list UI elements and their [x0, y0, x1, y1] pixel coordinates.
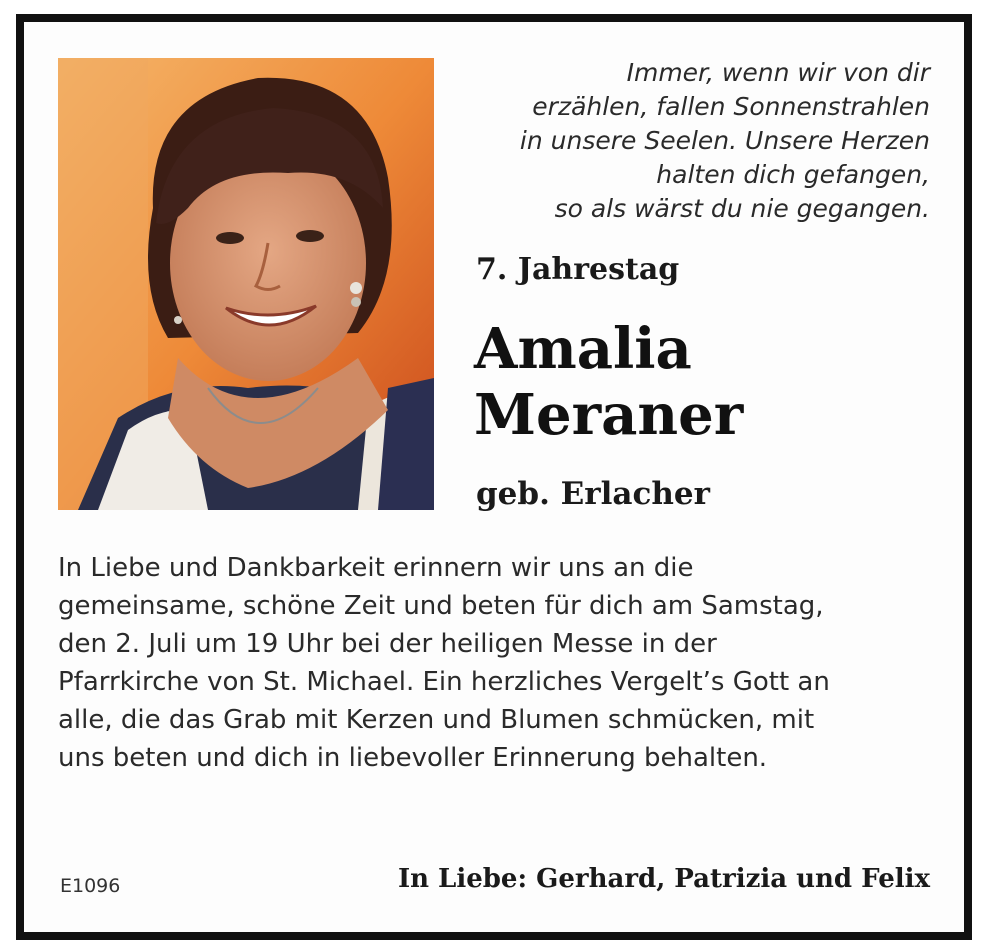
poem: [450, 56, 930, 226]
body-text: [58, 549, 938, 777]
body-line: alle, die das Grab mit Kerzen und Blumen schmücken, mit: [58, 705, 815, 735]
ad-code: E1096: [60, 875, 121, 897]
body-line: uns beten und dich in liebevoller Erinnerung behalten.: [58, 743, 768, 773]
poem-line: in unsere Seelen. Unsere Herzen: [519, 126, 930, 155]
poem-line: Immer, wenn wir von dir: [626, 58, 930, 87]
poem-line: halten dich gefangen,: [656, 160, 930, 189]
body-line: den 2. Juli um 19 Uhr bei der heiligen Messe in der: [58, 629, 717, 659]
body-line: In Liebe und Dankbarkeit erinnern wir uns an die: [58, 553, 694, 583]
signature: In Liebe: Gerhard, Patrizia und Felix: [397, 864, 930, 894]
body-line: gemeinsame, schöne Zeit und beten für dich am Samstag,: [58, 591, 824, 621]
poem-line: so als wärst du nie gegangen.: [554, 194, 930, 223]
anniversary-label: 7. Jahrestag: [476, 252, 680, 287]
poem-line: erzählen, fallen Sonnenstrahlen: [532, 92, 930, 121]
first-name: Amalia: [474, 316, 692, 382]
portrait-photo-icon: [58, 58, 434, 510]
body-line: Pfarrkirche von St. Michael. Ein herzliches Vergelt’s Gott an: [58, 667, 830, 697]
maiden-name: geb. Erlacher: [476, 476, 710, 512]
portrait-photo: [58, 58, 434, 510]
deceased-name: [474, 316, 743, 448]
last-name: Meraner: [474, 382, 744, 448]
